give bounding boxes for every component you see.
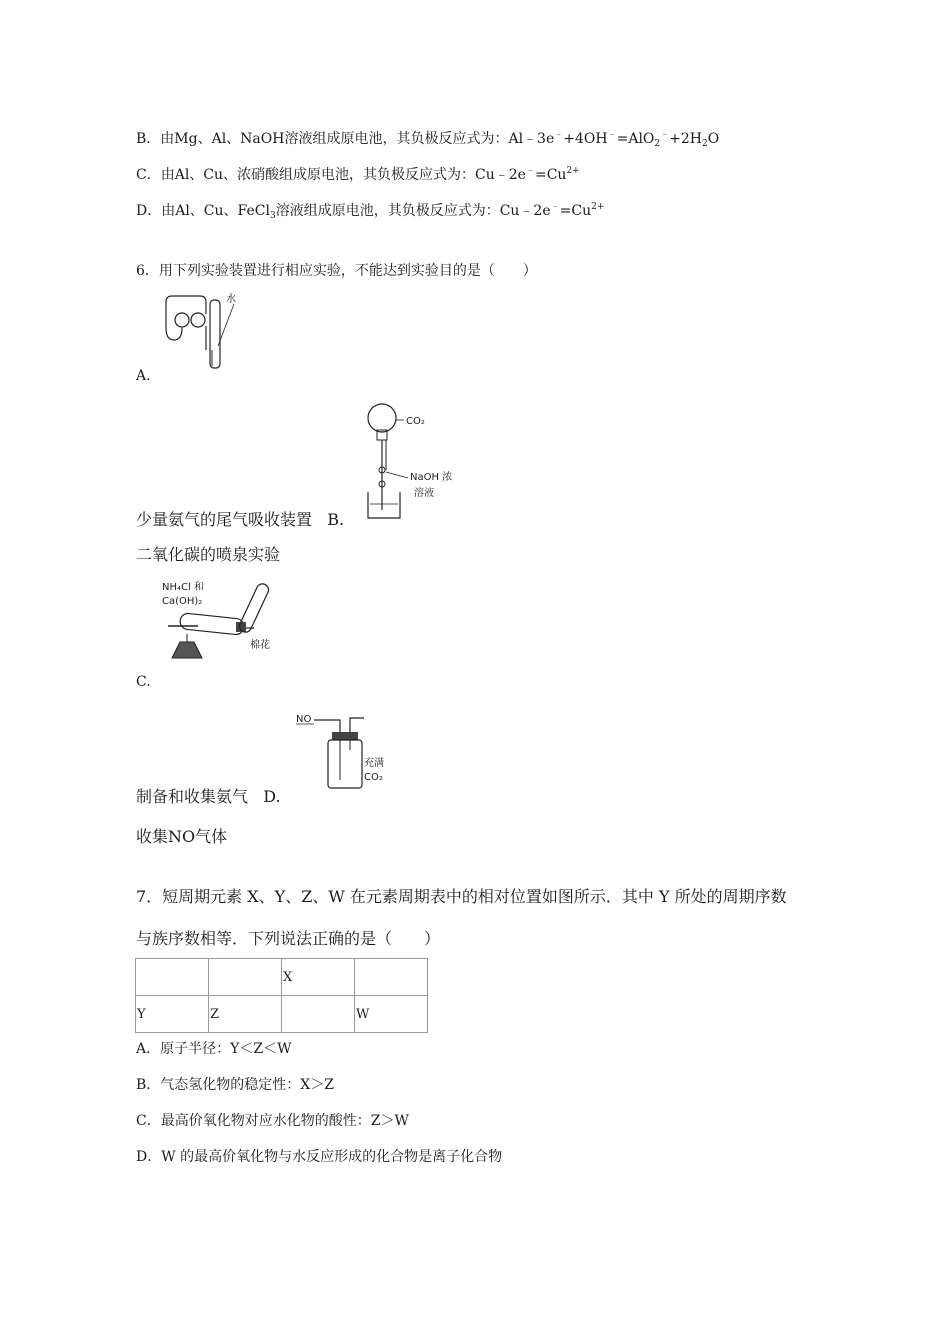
- q7-stem-line1: 7．短周期元素 X、Y、Z、W 在元素周期表中的相对位置如图所示．其中 Y 所处的周期序数: [136, 887, 787, 906]
- q5-option-c: C．由Al、Cu、浓硝酸组成原电池，其负极反应式为：$Cu﹣2e^﹣=Cu^{2+}$: [136, 166, 580, 183]
- fig-a-water-label: 水: [226, 294, 236, 305]
- table-cell: W: [355, 996, 428, 1033]
- figure-a-gas-absorption: [160, 290, 250, 376]
- q7-option-a: A．原子半径：Y＜Z＜W: [136, 1041, 292, 1057]
- fig-d-co2-label: CO₂: [364, 772, 383, 783]
- fig-b-co2-label: CO₂: [406, 416, 425, 427]
- q6-option-a-letter: A.: [136, 368, 151, 384]
- q6-stem: 6．用下列实验装置进行相应实验，不能达到实验目的是（ ）: [136, 263, 537, 279]
- q6-option-c-caption: 制备和收集氨气 D.: [136, 787, 281, 806]
- table-cell: [136, 959, 209, 996]
- q6-option-d-caption: 收集NO气体: [136, 827, 228, 846]
- figure-b-fountain: [360, 400, 470, 522]
- fig-c-cotton-label: 棉花: [250, 640, 270, 651]
- q5-option-d: D．由Al、Cu、FeCl$_3$溶液组成原电池，其负极反应式为：$Cu﹣2e^﹣=Cu^{2+}$: [136, 202, 605, 221]
- table-cell: Z: [209, 996, 282, 1033]
- q7-option-d: D．W 的最高价氧化物与水反应形成的化合物是离子化合物: [136, 1149, 503, 1165]
- table-cell: Y: [136, 996, 209, 1033]
- figure-d-no-collection: [294, 710, 394, 792]
- fig-d-fill-label: 充满: [364, 758, 384, 769]
- q5-option-b: B．由Mg、Al、NaOH溶液组成原电池，其负极反应式为：$Al﹣3e^﹣+4OH^﹣=AlO_2^﹣+2H_2O$: [136, 130, 720, 149]
- fig-b-solution-label: 溶液: [414, 488, 434, 499]
- table-row: [136, 959, 428, 996]
- fig-c-nh4cl-label: NH₄Cl 和: [162, 582, 204, 593]
- fig-c-caoh2-label: Ca(OH)₂: [162, 596, 203, 607]
- fig-d-no-label: NO: [296, 714, 312, 725]
- q7-option-c: C．最高价氧化物对应水化物的酸性：Z＞W: [136, 1113, 409, 1129]
- q7-stem-line2: 与族序数相等．下列说法正确的是（ ）: [136, 929, 441, 948]
- q6-option-c-letter: C.: [136, 674, 151, 690]
- figure-c-ammonia-prep: [158, 578, 288, 678]
- q6-option-b-caption: 二氧化碳的喷泉实验: [136, 545, 281, 564]
- fig-b-naoh-label: NaOH 浓: [410, 472, 453, 483]
- periodic-table-fragment: [135, 958, 428, 1033]
- table-cell: X: [282, 959, 355, 996]
- q6-option-a-caption: 少量氨气的尾气吸收装置 B.: [136, 510, 345, 529]
- table-row: [136, 996, 428, 1033]
- table-cell: [355, 959, 428, 996]
- table-cell: [282, 996, 355, 1033]
- table-cell: [209, 959, 282, 996]
- q7-option-b: B．气态氢化物的稳定性：X＞Z: [136, 1077, 334, 1093]
